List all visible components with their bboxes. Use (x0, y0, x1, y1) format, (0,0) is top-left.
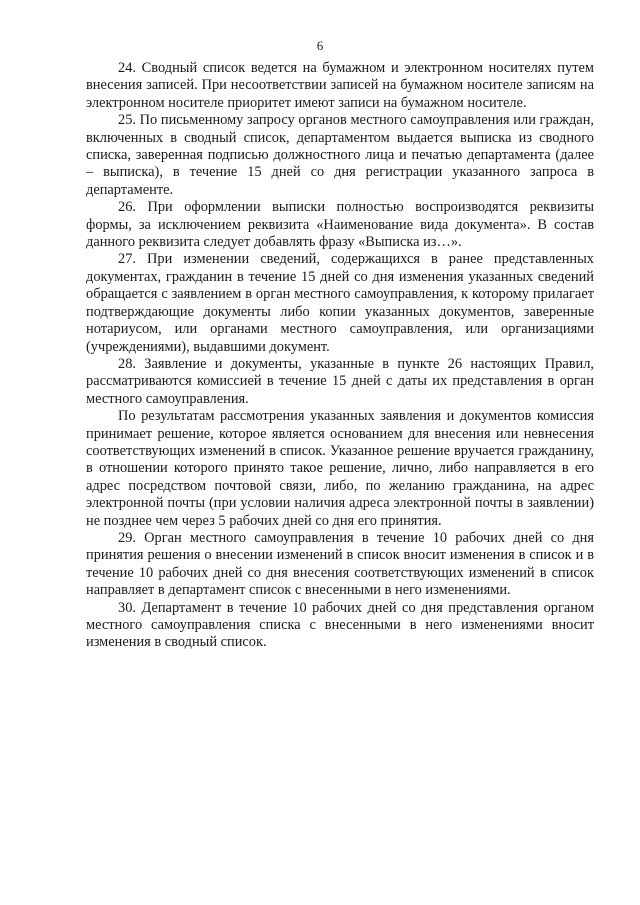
paragraph-30: 30. Департамент в течение 10 рабочих дней со дня представления органом местного самоуправления списка с внесенными в него изменениями вносит изменения в сводный список. (86, 599, 594, 651)
paragraph-26: 26. При оформлении выписки полностью воспроизводятся реквизиты формы, за исключением реквизита «Наименование вида документа». В состав данного реквизита следует добавлять фразу «Выписка из…». (86, 199, 594, 251)
page-number: 6 (316, 38, 324, 53)
paragraph-25: 25. По письменному запросу органов местного самоуправления или граждан, включенных в сводный список, департаментом выдается выписка из сводного списка, заверенная подписью должностного лица и печатью департамента (далее – выписка), в течение 15 дней со дня регистрации указанного запроса в департаменте. (86, 112, 594, 198)
paragraph-24: 24. Сводный список ведется на бумажном и электронном носителях путем внесения записей. При несоответствии записей на бумажном носителе записям на электронном носителе приоритет имеют записи на бумажном носителе. (86, 60, 594, 111)
paragraph-29: 29. Орган местного самоуправления в течение 10 рабочих дней со дня принятия решения о внесении изменений в список вносит изменения в список и в течение 10 рабочих дней со дня внесения соответствующих изменений в список направляет в департамент список с внесенными в него изменениями. (86, 529, 594, 599)
paragraph-28: 28. Заявление и документы, указанные в пункте 26 настоящих Правил, рассматриваются комиссией в течение 15 дней с даты их представления в орган местного самоуправления. (86, 355, 594, 407)
document-body (86, 60, 594, 652)
paragraph-27: 27. При изменении сведений, содержащихся в ранее представленных документах, гражданин в течение 15 дней со дня изменения указанных сведений обращается с заявлением в орган местного самоуправления, к которому прилагает подтверждающие документы либо копии указанных документов, заверенные нотариусом, или органами местного самоуправления, или организациями (учреждениями), выдавшими документ. (86, 251, 594, 355)
paragraph-28-continuation: По результатам рассмотрения указанных заявления и документов комиссия принимает решение, которое является основанием для внесения или невнесения соответствующих изменений в список. Указанное решение вручается гражданину, в отношении которого принято такое решение, лично, либо направляется в его адрес посредством почтовой связи, либо, по желанию гражданина, на адрес электронной почты (при условии наличия адреса электронной почты в заявлении) не позднее чем через 5 рабочих дней со дня его принятия. (86, 408, 594, 529)
